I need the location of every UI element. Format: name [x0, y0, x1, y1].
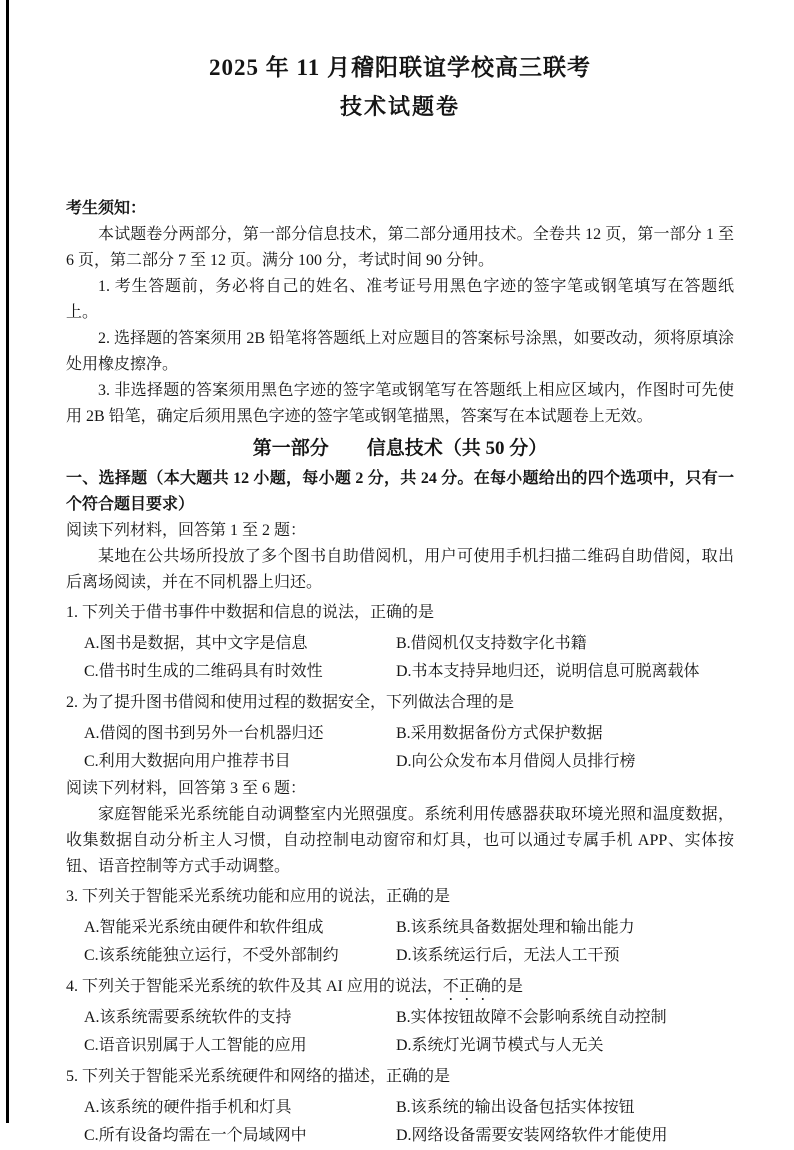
question-5-stem	[66, 1063, 734, 1094]
question-5	[66, 1063, 734, 1150]
part1-heading: 第一部分 信息技术（共 50 分）	[252, 438, 548, 459]
question-5-option-a: A.该系统的硬件指手机和灯具	[84, 1099, 292, 1116]
scan-border-line	[6, 0, 9, 1123]
question-3-options	[66, 914, 734, 970]
question-1-option-d: D.书本支持异地归还，说明信息可脱离载体	[396, 663, 700, 680]
question-5-option-c: C.所有设备均需在一个局域网中	[84, 1127, 307, 1144]
question-1-stem-text: 1. 下列关于借书事件中数据和信息的说法，正确的是	[66, 604, 435, 621]
notice-intro: 本试题卷分两部分，第一部分信息技术，第二部分通用技术。全卷共 12 页，第一部分 1 至 6 页，第二部分 7 至 12 页。满分 100 分，考试时间 90 分钟。	[66, 226, 734, 269]
notice-item-1: 1. 考生答题前，务必将自己的姓名、准考证号用黑色字迹的签字笔或钢笔填写在答题纸上。	[66, 278, 734, 321]
question-5-option-d: D.网络设备需要安装网络软件才能使用	[396, 1127, 668, 1144]
question-2-option-c: C.利用大数据向用户推荐书目	[84, 753, 291, 770]
question-4-option-c: C.语音识别属于人工智能的应用	[84, 1037, 307, 1054]
question-1	[66, 599, 734, 686]
question-3-stem	[66, 883, 734, 914]
exam-header	[66, 50, 734, 124]
question-1-option-c: C.借书时生成的二维码具有时效性	[84, 663, 323, 680]
question-4-stem-text: 4. 下列关于智能采光系统的软件及其 AI 应用的说法，	[66, 978, 443, 995]
question-3-option-c: C.该系统能独立运行，不受外部制约	[84, 947, 339, 964]
question-3-stem-text: 3. 下列关于智能采光系统功能和应用的说法，正确的是	[66, 888, 451, 905]
question-2-options	[66, 720, 734, 776]
question-2-stem-text: 2. 为了提升图书借阅和使用过程的数据安全，下列做法合理的是	[66, 694, 515, 711]
question-4-option-a: A.该系统需要系统软件的支持	[84, 1009, 292, 1026]
question-4-options	[66, 1004, 734, 1060]
reading2-lead: 阅读下列材料，回答第 3 至 6 题：	[66, 780, 307, 797]
question-5-stem-text: 5. 下列关于智能采光系统硬件和网络的描述，正确的是	[66, 1068, 451, 1085]
reading2-material: 家庭智能采光系统能自动调整室内光照强度。系统利用传感器获取环境光照和温度数据，收集数据自动分析主人习惯，自动控制电动窗帘和灯具，也可以通过专属手机 APP、实体按钮、语音控制等方式手动调整。	[66, 806, 734, 875]
question-4-stem	[66, 973, 734, 1004]
notice-heading: 考生须知：	[66, 200, 147, 217]
question-1-option-a: A.图书是数据，其中文字是信息	[84, 635, 308, 652]
question-1-stem	[66, 599, 734, 630]
question-2-option-a: A.借阅的图书到另外一台机器归还	[84, 725, 324, 742]
question-3-option-b: B.该系统具备数据处理和输出能力	[396, 919, 635, 936]
question-2-stem	[66, 689, 734, 720]
question-3-option-d: D.该系统运行后，无法人工干预	[396, 947, 620, 964]
exam-subtitle: 技术试题卷	[339, 94, 460, 119]
question-3-option-a: A.智能采光系统由硬件和软件组成	[84, 919, 324, 936]
question-5-option-b: B.该系统的输出设备包括实体按钮	[396, 1099, 635, 1116]
multiple-choice-instructions: 一、选择题（本大题共 12 小题，每小题 2 分，共 24 分。在每小题给出的四个选项中，只有一个符合题目要求）	[66, 470, 734, 513]
exam-title: 2025 年 11 月稽阳联谊学校高三联考	[209, 55, 591, 80]
notice-item-3: 3. 非选择题的答案须用黑色字迹的签字笔或钢笔写在答题纸上相应区域内，作图时可先使用 2B 铅笔，确定后须用黑色字迹的签字笔或钢笔描黑，答案写在本试题卷上无效。	[66, 382, 734, 425]
question-2-option-b: B.采用数据备份方式保护数据	[396, 725, 603, 742]
question-1-option-b: B.借阅机仅支持数字化书籍	[396, 635, 587, 652]
question-4-option-b: B.实体按钮故障不会影响系统自动控制	[396, 1009, 667, 1026]
notice-item-2: 2. 选择题的答案须用 2B 铅笔将答题纸上对应题目的答案标号涂黑，如要改动，须将原填涂处用橡皮擦净。	[66, 330, 734, 373]
candidate-notice	[66, 196, 734, 430]
question-4-stem-tail: 的是	[490, 978, 523, 995]
question-4	[66, 973, 734, 1060]
question-4-stem-emphasis: 不正确	[442, 978, 491, 995]
question-1-options	[66, 630, 734, 686]
reading1-lead: 阅读下列材料，回答第 1 至 2 题：	[66, 522, 307, 539]
question-5-options	[66, 1094, 734, 1150]
question-3	[66, 883, 734, 970]
reading1-material: 某地在公共场所投放了多个图书自助借阅机，用户可使用手机扫描二维码自助借阅，取出后离场阅读，并在不同机器上归还。	[66, 548, 734, 591]
question-2	[66, 689, 734, 776]
question-2-option-d: D.向公众发布本月借阅人员排行榜	[396, 753, 636, 770]
question-4-option-d: D.系统灯光调节模式与人无关	[396, 1037, 604, 1054]
